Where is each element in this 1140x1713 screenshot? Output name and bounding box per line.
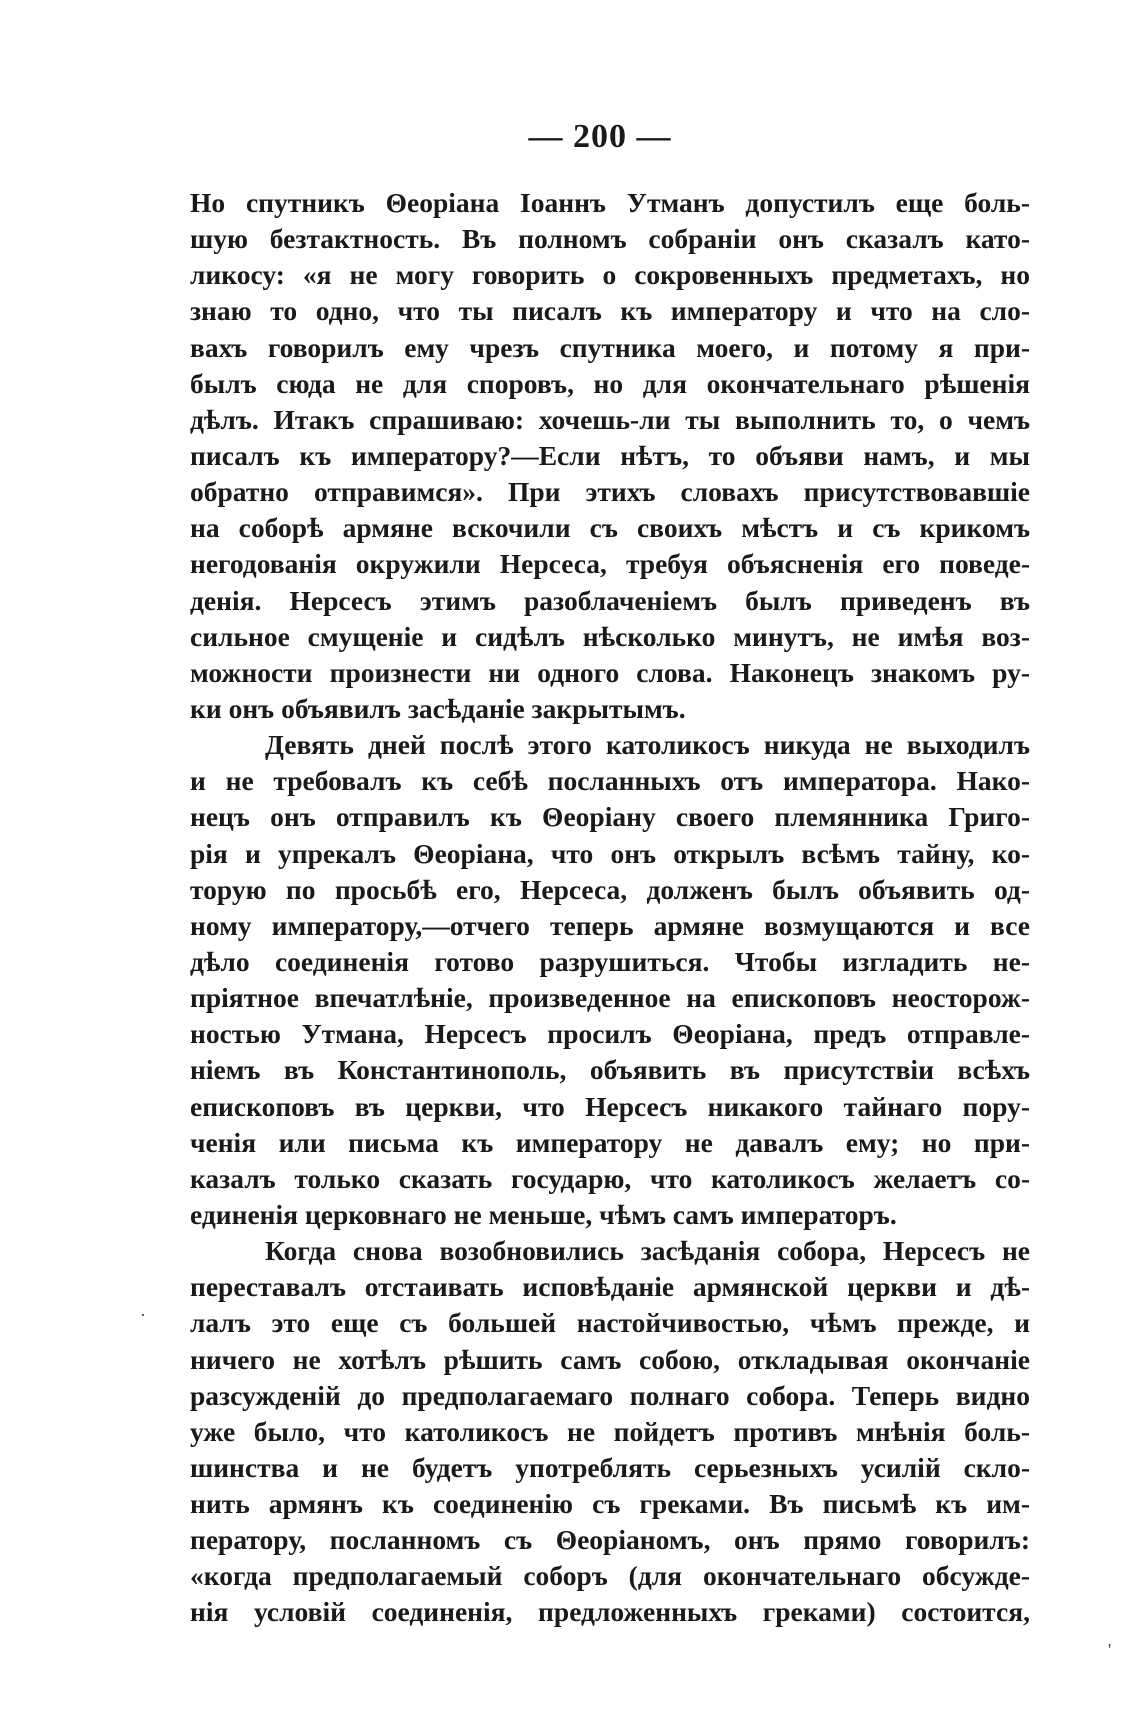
text-line: нить армянъ къ соединенію съ греками. Въ письмѣ къ им- xyxy=(190,1488,1030,1520)
text-line: ченія или письма къ императору не давалъ ему; но при- xyxy=(190,1126,1030,1158)
text-line: обратно отправимся». При этихъ словахъ присутствовавшіе xyxy=(190,476,1030,508)
text-line: рія и упрекалъ Θеоріана, что онъ открылъ всѣмъ тайну, ко- xyxy=(190,837,1030,869)
text-line: лалъ это еще съ большей настойчивостью, чѣмъ прежде, и xyxy=(190,1307,1030,1339)
margin-dot: · xyxy=(140,1305,146,1325)
text-line: пріятное впечатлѣніе, произведенное на епископовъ неосторож- xyxy=(190,982,1030,1014)
text-line: переставалъ отстаивать исповѣданіе армянской церкви и дѣ- xyxy=(190,1271,1030,1303)
text-line: сильное смущеніе и сидѣлъ нѣсколько минутъ, не имѣя воз- xyxy=(190,620,1030,652)
paragraph-start-line: Когда снова возобновились засѣданія собора, Нерсесъ не xyxy=(265,1235,1030,1267)
text-line: шую безтактность. Въ полномъ собраніи онъ сказалъ като- xyxy=(190,223,1030,255)
text-line: дѣлъ. Итакъ спрашиваю: хочешь-ли ты выполнить то, о чемъ xyxy=(190,403,1030,435)
text-line: вахъ говорилъ ему чрезъ спутника моего, и потому я при- xyxy=(190,331,1030,363)
text-line: ностью Утмана, Нерсесъ просилъ Θеоріана, предъ отправле- xyxy=(190,1018,1030,1050)
text-line: дѣло соединенія готово разрушиться. Чтобы изгладить не- xyxy=(190,945,1030,977)
text-line: епископовъ въ церкви, что Нерсесъ никакого тайнаго пору- xyxy=(190,1090,1030,1122)
body-text xyxy=(190,185,1030,1631)
text-line: писалъ къ императору?—Если нѣтъ, то объяви намъ, и мы xyxy=(190,439,1030,471)
text-line: и не требовалъ къ себѣ посланныхъ отъ императора. Нако- xyxy=(190,765,1030,797)
text-line: денія. Нерсесъ этимъ разоблаченіемъ былъ приведенъ въ xyxy=(190,584,1030,616)
paragraph-end-line: единенія церковнаго не меньше, чѣмъ самъ императоръ. xyxy=(190,1198,897,1230)
text-line: Но спутникъ Θеоріана Іоаннъ Утманъ допустилъ еще боль- xyxy=(190,187,1030,218)
text-line: ніемъ въ Константинополь, объявить въ присутствіи всѣхъ xyxy=(190,1054,1030,1086)
text-line: на соборѣ армяне вскочили съ своихъ мѣстъ и съ крикомъ xyxy=(190,512,1030,544)
text-line: казалъ только сказать государю, что католикосъ желаетъ со- xyxy=(190,1162,1030,1194)
margin-tick: ' xyxy=(1108,1640,1112,1660)
text-line: ному императору,—отчего теперь армяне возмущаются и все xyxy=(190,909,1030,941)
text-line: знаю то одно, что ты писалъ къ императору и что на сло- xyxy=(190,295,1030,327)
text-line: «когда предполагаемый соборъ (для окончательнаго обсужде- xyxy=(190,1560,1030,1592)
text-line: нія условій соединенія, предложенныхъ греками) состоится, xyxy=(190,1596,1030,1628)
text-line: ликосу: «я не могу говорить о сокровенныхъ предметахъ, но xyxy=(190,259,1030,291)
text-line: былъ сюда не для споровъ, но для окончательнаго рѣшенія xyxy=(190,367,1030,399)
paragraph-start-line: Девять дней послѣ этого католикосъ никуда не выходилъ xyxy=(265,729,1030,761)
text-line: можности произнести ни одного слова. Наконецъ знакомъ ру- xyxy=(190,656,1030,688)
text-line: ператору, посланномъ съ Θеоріаномъ, онъ прямо говорилъ: xyxy=(190,1524,1030,1556)
text-line: торую по просьбѣ его, Нерсеса, долженъ былъ объявить од- xyxy=(190,873,1030,905)
text-line: негодованія окружили Нерсеса, требуя объясненія его поведе- xyxy=(190,548,1030,580)
text-line: ничего не хотѣлъ рѣшить самъ собою, откладывая окончаніе xyxy=(190,1343,1030,1375)
text-line: разсужденій до предполагаемаго полнаго собора. Теперь видно xyxy=(190,1379,1030,1411)
text-line: нецъ онъ отправилъ къ Θеоріану своего племянника Григо- xyxy=(190,801,1030,833)
text-line: уже было, что католикосъ не пойдетъ противъ мнѣнія боль- xyxy=(190,1415,1030,1447)
paragraph-end-line: ки онъ объявилъ засѣданіе закрытымъ. xyxy=(190,692,686,724)
text-line: шинства и не будетъ употреблять серьезныхъ усилій скло- xyxy=(190,1451,1030,1483)
page-number: — 200 — xyxy=(528,118,672,155)
